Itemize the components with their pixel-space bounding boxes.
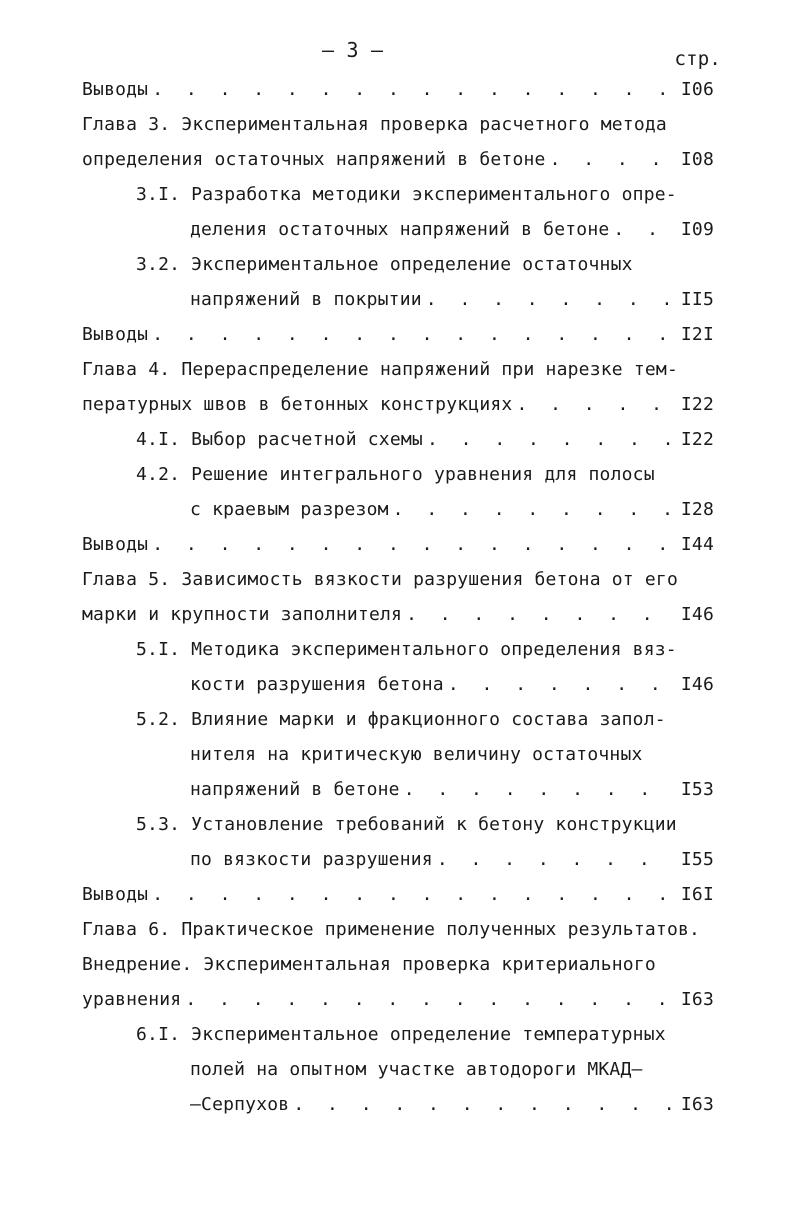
toc-entry-text: 3.I. Разработка методики экспериментального опре- [136, 184, 677, 205]
leader-dots [404, 772, 674, 807]
toc-entry-page: I55 [680, 849, 714, 870]
toc-section-5-1 [82, 632, 714, 667]
toc-entry-text: полей на опытном участке автодороги МКАД– [190, 1059, 643, 1080]
toc-entry-text: пературных швов в бетонных конструкциях [82, 394, 513, 415]
toc-entry-conclusions-ch5 [82, 877, 714, 912]
toc-entry-text: Глава 4. Перераспределение напряжений при нарезке тем- [82, 359, 678, 380]
toc-section-4-2-cont [82, 492, 714, 527]
leader-dots [448, 667, 674, 702]
toc-entry-text: с краевым разрезом [190, 499, 389, 520]
toc-entry-page: I63 [680, 989, 714, 1010]
toc-entry-text: 3.2. Экспериментальное определение остаточных [136, 254, 633, 275]
toc-section-5-2-cont-2 [82, 772, 714, 807]
toc-entry-text: напряжений в бетоне [190, 779, 400, 800]
toc-entry-page: I06 [680, 79, 714, 100]
toc-chapter-4-title [82, 352, 714, 387]
toc-entry-page: I44 [680, 534, 714, 555]
toc-entry-page: I22 [680, 394, 714, 415]
toc-entry-text: напряжений в покрытии [190, 289, 422, 310]
toc-entry-conclusions-ch4 [82, 527, 714, 562]
table-of-contents [82, 72, 714, 1122]
toc-entry-text: Выводы [82, 79, 149, 100]
toc-chapter-4-title-cont [82, 387, 714, 422]
toc-section-3-2 [82, 247, 714, 282]
leader-dots [152, 527, 674, 562]
toc-section-5-3 [82, 807, 714, 842]
toc-chapter-5-title-cont [82, 597, 714, 632]
toc-chapter-6-title-cont-1 [82, 947, 714, 982]
leader-dots [152, 317, 674, 352]
toc-entry-text: Внедрение. Экспериментальная проверка критериального [82, 954, 656, 975]
toc-entry-text: Выводы [82, 324, 149, 345]
leader-dots [426, 282, 674, 317]
toc-section-6-1-cont-2 [82, 1087, 714, 1122]
toc-entry-page: I09 [680, 219, 714, 240]
toc-entry-text: кости разрушения бетона [190, 674, 444, 695]
toc-entry-page: I22 [680, 429, 714, 450]
toc-section-3-1 [82, 177, 714, 212]
toc-entry-text: марки и крупности заполнителя [82, 604, 403, 625]
toc-entry-text: 5.3. Установление требований к бетону конструкции [136, 814, 677, 835]
toc-chapter-3-title [82, 107, 714, 142]
toc-section-6-1-cont-1 [82, 1052, 714, 1087]
toc-section-5-2-cont-1 [82, 737, 714, 772]
toc-section-3-1-cont [82, 212, 714, 247]
toc-chapter-6-title [82, 912, 714, 947]
leader-dots [516, 387, 674, 422]
page-number: – 3 – [322, 38, 384, 62]
toc-entry-page: I6I [680, 884, 714, 905]
toc-entry-text: определения остаточных напряжений в бетоне [82, 149, 546, 170]
leader-dots [550, 142, 674, 177]
toc-entry-page: I46 [680, 604, 714, 625]
toc-entry-page: II5 [680, 289, 714, 310]
toc-entry-text: 5.2. Влияние марки и фракционного состава запол- [136, 709, 666, 730]
toc-entry-page: I2I [680, 324, 714, 345]
toc-entry-text: Выводы [82, 884, 149, 905]
leader-dots [293, 1087, 674, 1122]
toc-chapter-5-title [82, 562, 714, 597]
leader-dots [613, 212, 674, 247]
toc-entry-page: I53 [680, 779, 714, 800]
toc-section-4-2 [82, 457, 714, 492]
toc-section-6-1 [82, 1017, 714, 1052]
toc-entry-text: деления остаточных напряжений в бетоне [190, 219, 610, 240]
toc-entry-page: I28 [680, 499, 714, 520]
leader-dots [437, 842, 674, 877]
toc-entry-text: 4.I. Выбор расчетной схемы [136, 429, 423, 450]
toc-section-4-1 [82, 422, 714, 457]
leader-dots [427, 422, 674, 457]
toc-entry-text: Глава 6. Практическое применение полученных результатов. [82, 919, 701, 940]
toc-entry-conclusions-ch2 [82, 72, 714, 107]
toc-entry-text: Глава 5. Зависимость вязкости разрушения бетона от его [82, 569, 678, 590]
page-column-label: стр. [674, 48, 721, 70]
toc-entry-text: нителя на критическую величину остаточных [190, 744, 643, 765]
leader-dots [185, 982, 674, 1017]
toc-entry-page: I08 [680, 149, 714, 170]
toc-section-3-2-cont [82, 282, 714, 317]
toc-entry-text: уравнения [82, 989, 182, 1010]
toc-entry-text: 4.2. Решение интегрального уравнения для полосы [136, 464, 655, 485]
toc-entry-text: 5.I. Методика экспериментального определения вяз- [136, 639, 677, 660]
toc-section-5-3-cont [82, 842, 714, 877]
toc-entry-text: Выводы [82, 534, 149, 555]
toc-entry-text: 6.I. Экспериментальное определение температурных [136, 1024, 666, 1045]
toc-section-5-2 [82, 702, 714, 737]
leader-dots [152, 877, 674, 912]
toc-section-5-1-cont [82, 667, 714, 702]
toc-chapter-3-title-cont [82, 142, 714, 177]
toc-entry-conclusions-ch3 [82, 317, 714, 352]
toc-entry-text: –Серпухов [190, 1094, 290, 1115]
leader-dots [152, 72, 674, 107]
toc-entry-page: I46 [680, 674, 714, 695]
toc-entry-text: Глава 3. Экспериментальная проверка расчетного метода [82, 114, 667, 135]
toc-entry-text: по вязкости разрушения [190, 849, 433, 870]
toc-chapter-6-title-cont-2 [82, 982, 714, 1017]
leader-dots [393, 492, 674, 527]
toc-entry-page: I63 [680, 1094, 714, 1115]
leader-dots [406, 597, 674, 632]
